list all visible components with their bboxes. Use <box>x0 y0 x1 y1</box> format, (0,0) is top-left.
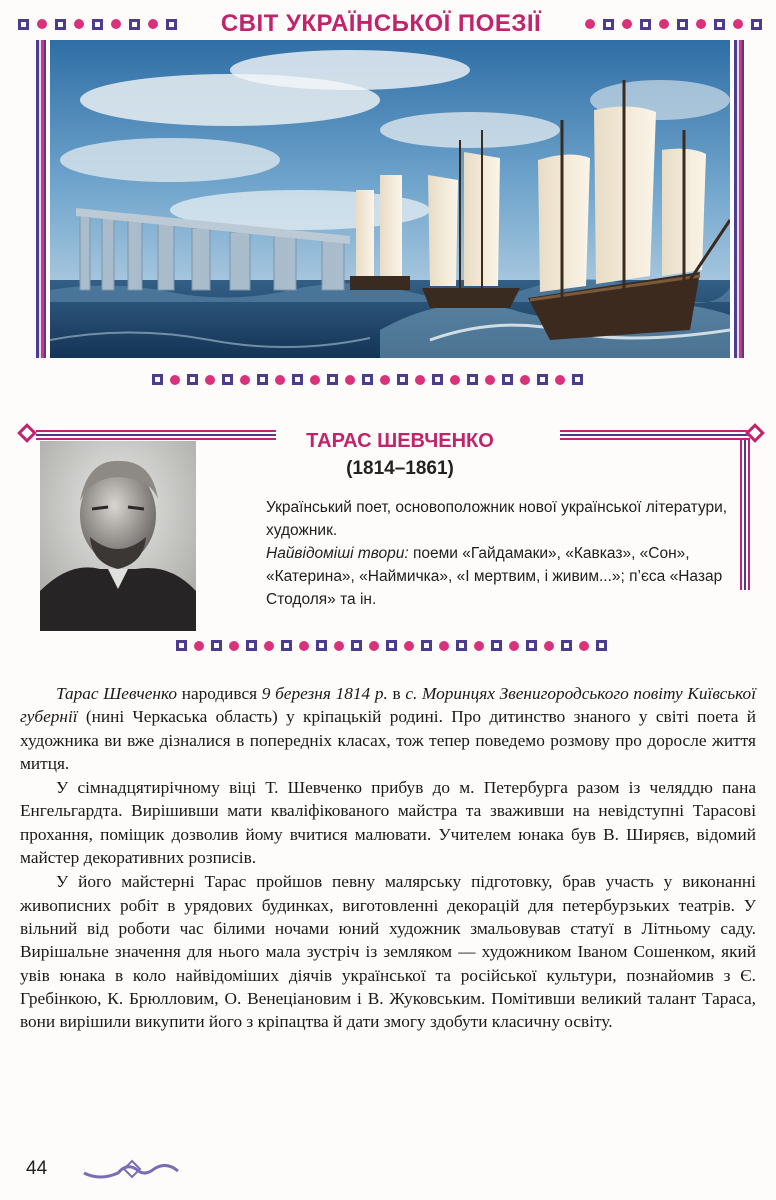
bio-works <box>236 542 738 611</box>
page-header <box>18 6 762 42</box>
divider-ornament-bottom <box>176 640 607 651</box>
painting-frame <box>36 40 744 358</box>
paragraph-2: У сімнадцятирічному віці Т. Шевченко прибув до м. Петербурга разом із челяддю пана Енгельгардта. Вирішивши мати кваліфікованого майстра та зваживши на невідступні Тарасові прохання, поміщик дозволив йому вчитися малювати. Учителем юнака був В. Ширяєв, відомий майстер декоративних розписів. <box>20 778 756 868</box>
works-text: поеми «Гайдамаки», «Кавказ», «Сон», «Катерина», «Наймичка», «І мертвим, і живим...»; п’єса «Назар Стодоля» та ін. <box>266 545 723 608</box>
p1-text-c: (нині Черкаська область) у кріпацькій родині. Про дитинство знаного у світі поета й художника ви вже дізналися в попередніх класах, тож тепер поведемо розмову про доросле життя митця. <box>20 707 756 773</box>
poet-name: ТАРАС ШЕВЧЕНКО <box>306 430 494 452</box>
p1-text-a: народився <box>177 684 262 703</box>
p1-place: с. Моринцях Звенигородського повіту Київської губернії <box>20 684 757 727</box>
works-label: Найвідоміші твори: <box>266 545 409 562</box>
paragraph-3: У його майстерні Тарас пройшов певну малярську підготовку, брав участь у виконанні живописних робіт в урядових будинках, виготовленні декорацій для петербурзьких театрів. У вільний від роботи час білими ночами юний художник змальовував статуї в Літньому саду. Вирішальне значення для нього мала зустріч із земляком — художником Іваном Сошенком, який увів юнака в коло найвідоміших діячів української та російської культури, познайомив з Є. Гребінкою, К. Брюлловим, О. Венеціановим і В. Жуковським. Помітивши великий талант Тараса, вони вирішили викупити його з кріпацтва й дати змогу здобути класичну освіту. <box>20 872 756 1032</box>
header-ornament-right <box>585 19 762 30</box>
divider-ornament-top <box>152 374 583 385</box>
bio-rule-right <box>560 428 760 442</box>
poet-bio <box>236 496 738 611</box>
p1-name: Тарас Шевченко <box>56 684 178 703</box>
header-ornament-left <box>18 19 177 30</box>
ships-bridge-painting <box>50 40 730 358</box>
poet-years: (1814–1861) <box>346 458 454 479</box>
paragraph-1 <box>20 682 756 775</box>
p1-text-b: в <box>387 684 406 703</box>
bio-rule-vertical <box>738 440 752 590</box>
main-text <box>20 682 756 1033</box>
bio-rule-left <box>26 428 276 442</box>
page-number: 44 <box>26 1158 48 1179</box>
footer-ornament <box>80 1155 180 1185</box>
section-title: СВІТ УКРАЇНСЬКОЇ ПОЕЗІЇ <box>220 10 542 37</box>
p1-date: 9 березня 1814 р. <box>261 684 388 703</box>
poet-portrait <box>40 441 196 631</box>
bio-lead: Український поет, основоположник нової української літератури, художник. <box>266 499 728 539</box>
